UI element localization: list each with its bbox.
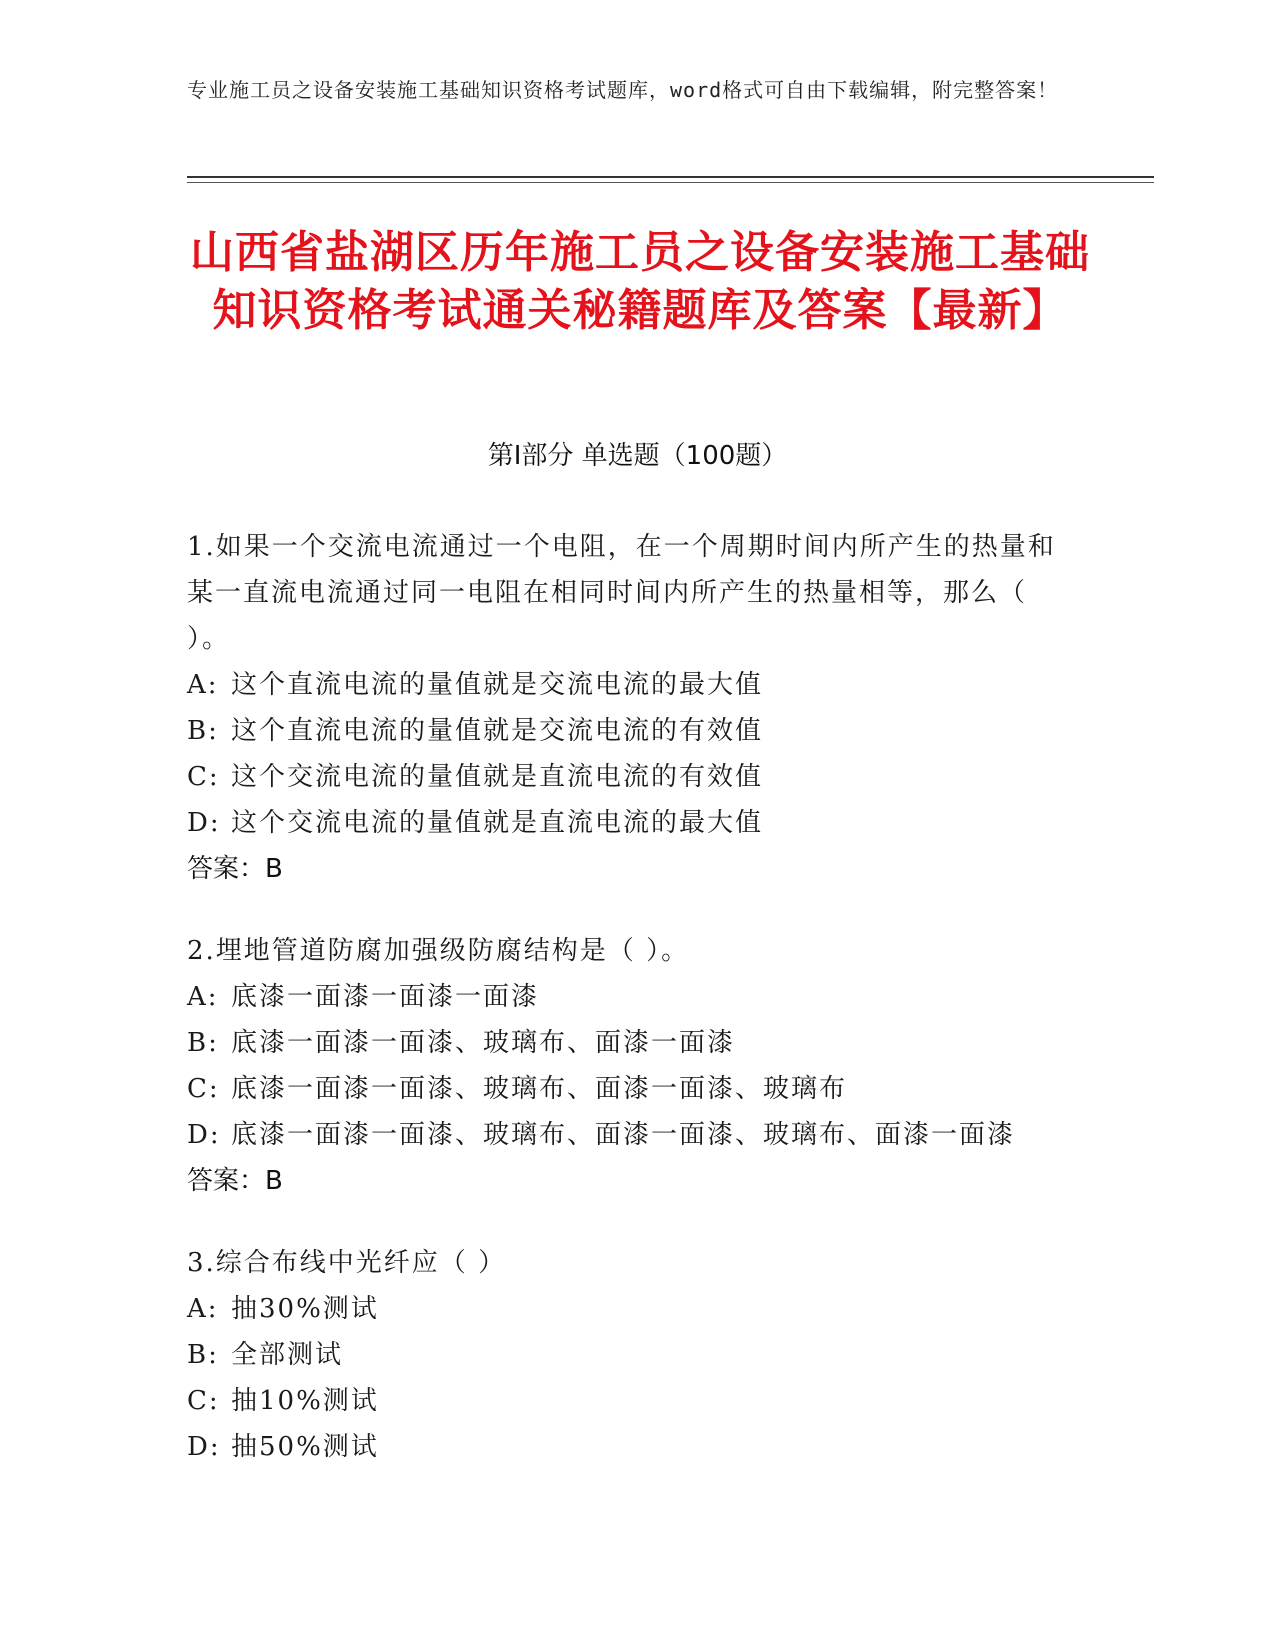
question-stem: 1.如果一个交流电流通过一个电阻，在一个周期时间内所产生的热量和某一直流电流通过同一电阻在相同时间内所产生的热量相等，那么（ ）。 [187,532,1056,654]
option-key: D: [187,808,221,838]
option-c [187,1066,1067,1112]
option-b [187,1332,1067,1378]
option-text: 抽50%测试 [231,1432,379,1462]
option-a [187,1286,1067,1332]
question-2 [187,928,1067,1204]
option-text: 抽30%测试 [231,1294,379,1324]
question-1 [187,524,1067,892]
answer-line: 答案：B [187,1166,283,1196]
option-a [187,662,1067,708]
option-key: B: [187,1340,219,1370]
option-a [187,974,1067,1020]
option-key: A: [187,1294,219,1324]
option-text: 底漆一面漆一面漆、玻璃布、面漆一面漆 [231,1028,736,1058]
option-key: C: [187,762,220,792]
option-text: 这个交流电流的量值就是直流电流的有效值 [231,762,764,792]
header-rule-thin [187,182,1154,183]
answer-line: 答案：B [187,854,283,884]
question-stem: 2.埋地管道防腐加强级防腐结构是（ ）。 [187,936,690,966]
option-d [187,1112,1067,1158]
option-d [187,800,1067,846]
option-b [187,708,1067,754]
option-key: B: [187,1028,219,1058]
option-key: C: [187,1074,220,1104]
option-key: C: [187,1386,220,1416]
section-title: 第Ⅰ部分 单选题（100题） [487,441,788,471]
question-stem: 3.综合布线中光纤应（ ） [187,1248,507,1278]
option-text: 全部测试 [231,1340,344,1370]
option-d [187,1424,1067,1470]
option-c [187,1378,1067,1424]
option-text: 底漆一面漆一面漆、玻璃布、面漆一面漆、玻璃布、面漆一面漆 [231,1120,1016,1150]
option-text: 抽10%测试 [231,1386,379,1416]
option-key: D: [187,1120,221,1150]
option-text: 这个交流电流的量值就是直流电流的最大值 [231,808,764,838]
option-text: 底漆一面漆一面漆、玻璃布、面漆一面漆、玻璃布 [231,1074,848,1104]
option-text: 底漆一面漆一面漆一面漆 [231,982,540,1012]
option-key: D: [187,1432,221,1462]
option-key: B: [187,716,219,746]
option-text: 这个直流电流的量值就是交流电流的最大值 [231,670,764,700]
option-text: 这个直流电流的量值就是交流电流的有效值 [231,716,764,746]
question-list [187,524,1067,1506]
option-key: A: [187,982,219,1012]
header-note: 专业施工员之设备安装施工基础知识资格考试题库，word格式可自由下载编辑，附完整答案！ [187,78,1059,102]
question-3 [187,1240,1067,1470]
option-b [187,1020,1067,1066]
option-c [187,754,1067,800]
header-rule-thick [187,176,1154,178]
option-key: A: [187,670,219,700]
document-title: 山西省盐湖区历年施工员之设备安装施工基础知识资格考试通关秘籍题库及答案【最新】 [190,227,1090,336]
